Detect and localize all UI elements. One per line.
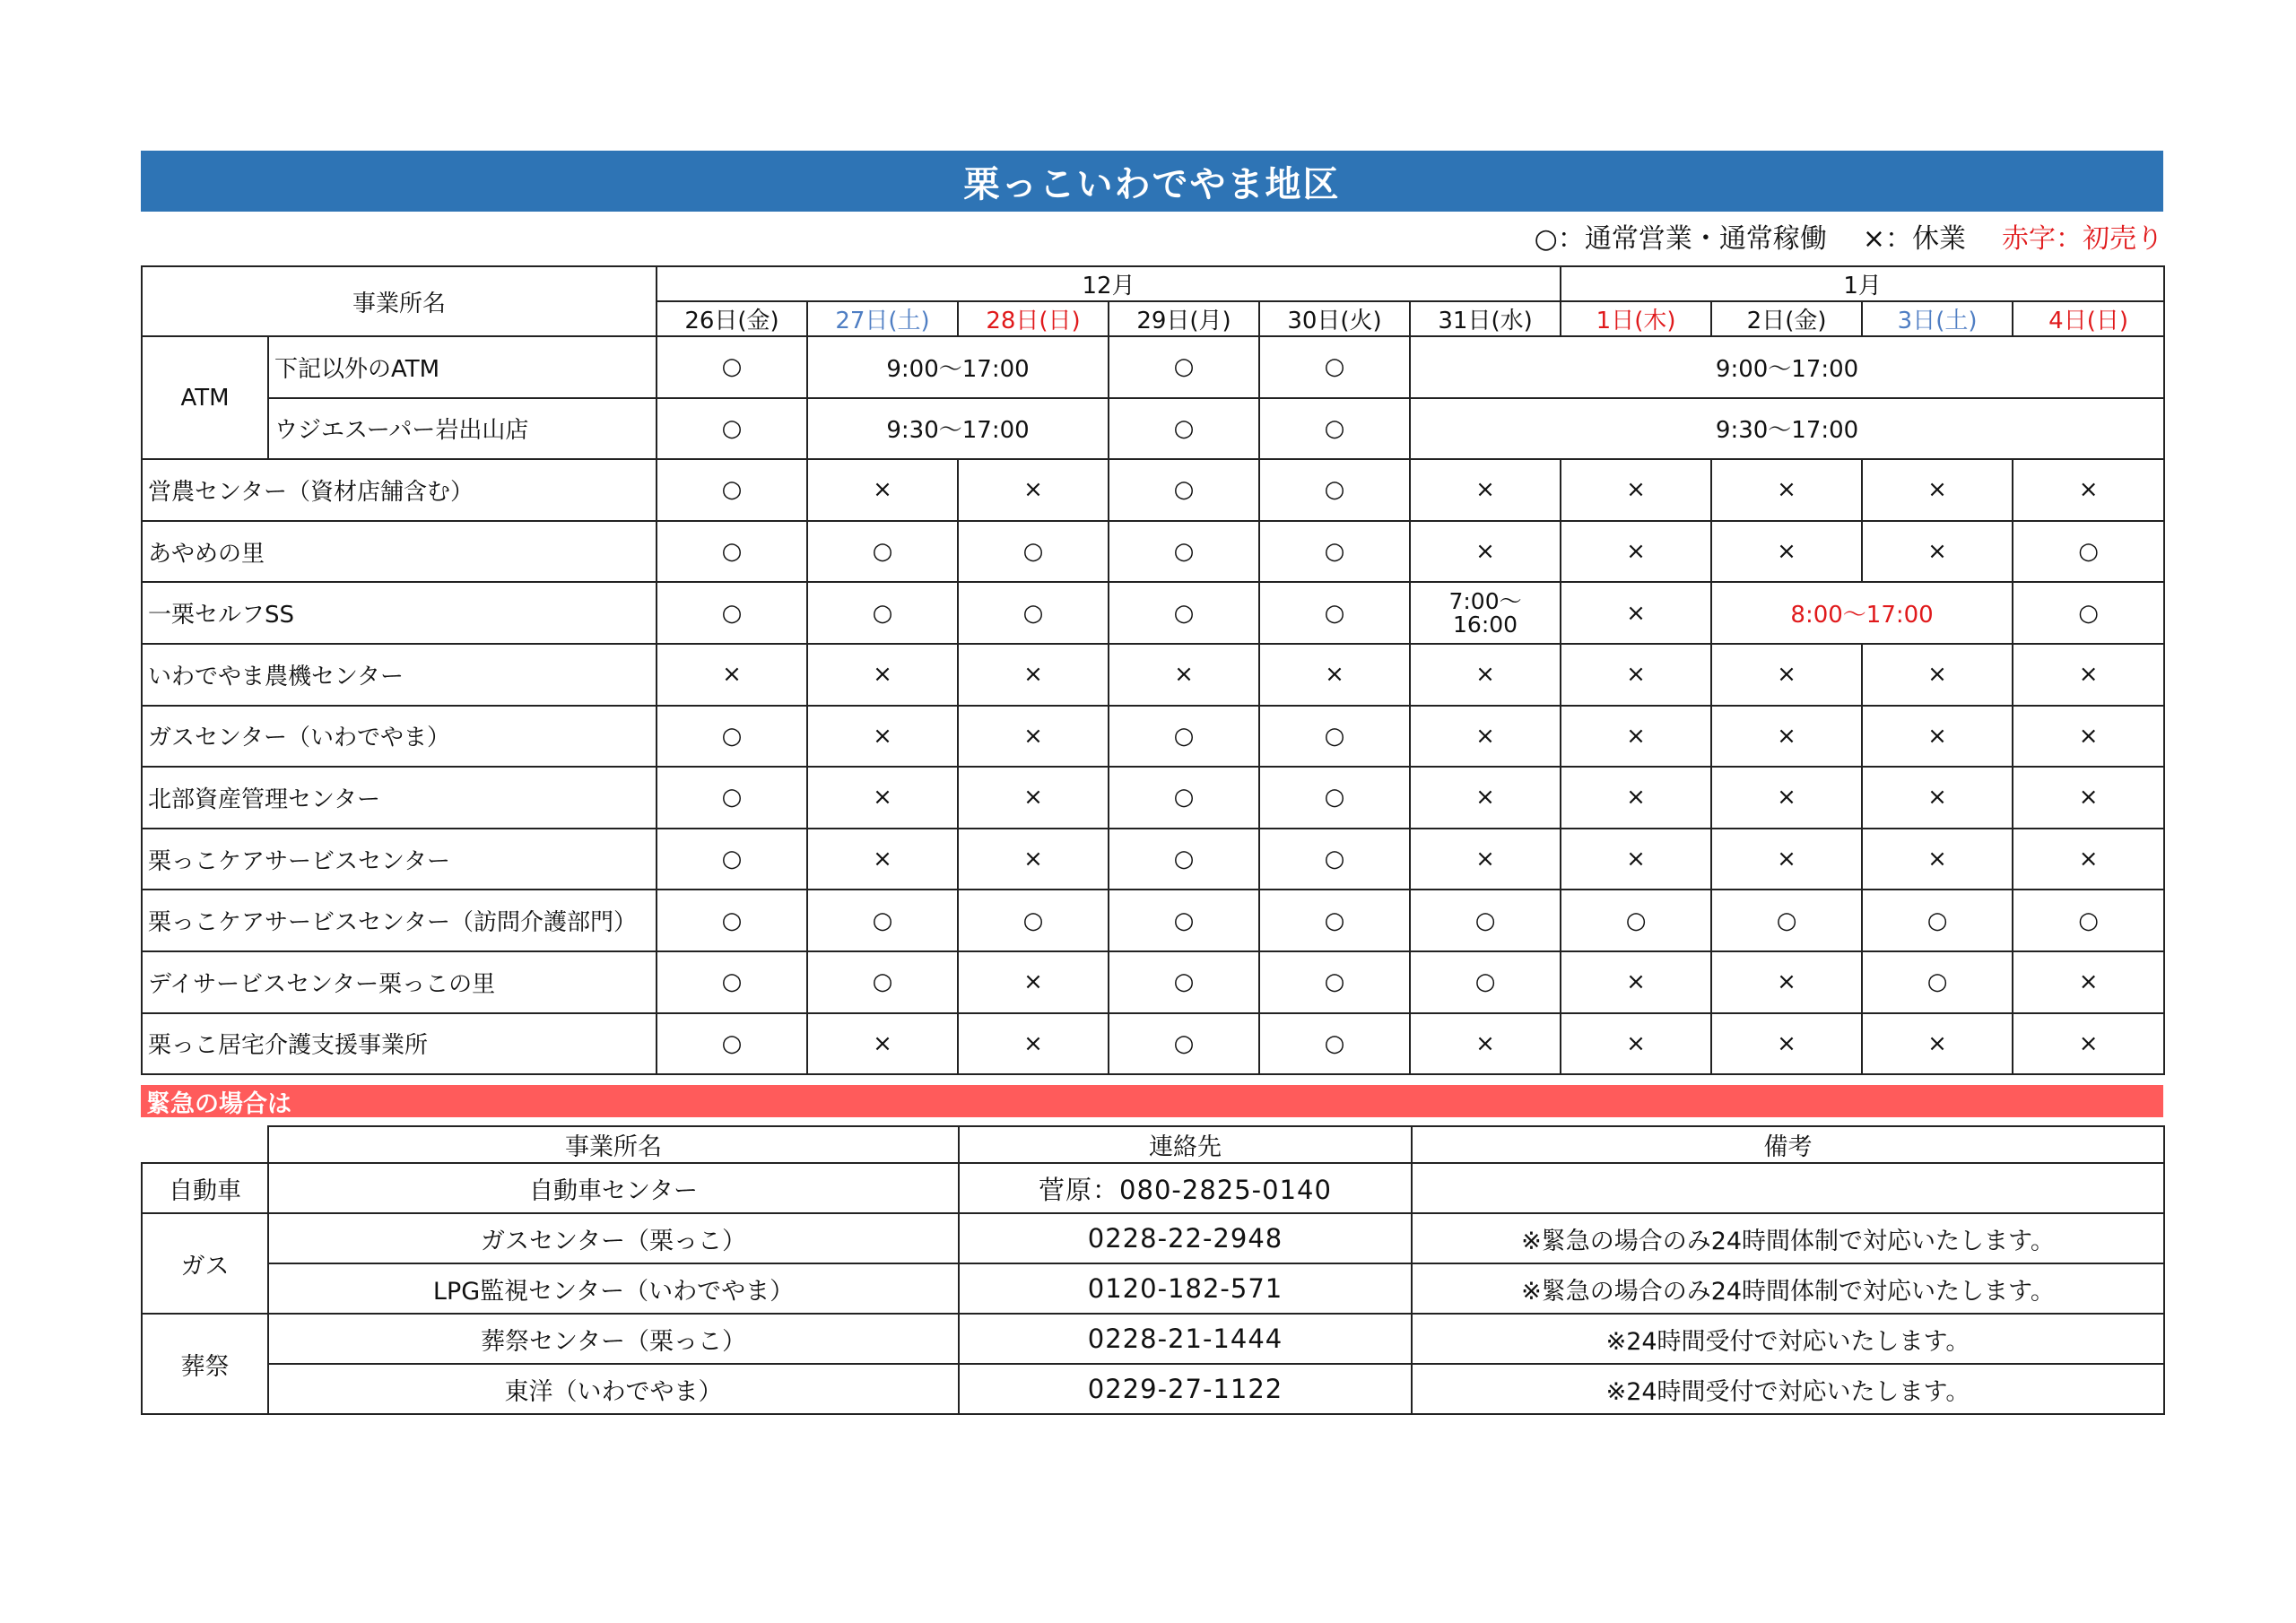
status-cell: × xyxy=(807,1013,958,1075)
status-cell: ○ xyxy=(1410,951,1561,1013)
status-cell: × xyxy=(1561,829,1711,890)
first-sale-hours-cell: 8:00～17:00 xyxy=(1711,582,2013,644)
table-row xyxy=(142,1314,2164,1364)
row-name: 下記以外のATM xyxy=(268,336,657,398)
table-row xyxy=(142,644,2164,706)
status-cell: ○ xyxy=(1109,521,1259,583)
status-cell: × xyxy=(1410,644,1561,706)
table-row xyxy=(142,767,2164,829)
row-name: 一栗セルフSS xyxy=(142,582,657,644)
header-note: 備考 xyxy=(1412,1126,2164,1163)
status-cell: × xyxy=(1711,767,1862,829)
status-cell: ○ xyxy=(1109,336,1259,398)
contact-cell: 0120-182-571 xyxy=(959,1263,1412,1314)
legend xyxy=(1381,215,2163,256)
status-cell: × xyxy=(958,1013,1109,1075)
row-name: 栗っこケアサービスセンター（訪問介護部門） xyxy=(142,890,657,951)
status-cell: ○ xyxy=(1862,951,2013,1013)
group-label: 自動車 xyxy=(142,1163,268,1213)
header-office-name: 事業所名 xyxy=(142,266,657,336)
office-cell: LPG監視センター（いわでやま） xyxy=(268,1263,959,1314)
status-cell: ○ xyxy=(1109,1013,1259,1075)
table-row xyxy=(142,706,2164,768)
status-cell: × xyxy=(1862,706,2013,768)
table-row xyxy=(142,1263,2164,1314)
hours-line: 7:00～ xyxy=(1448,587,1522,614)
table-row xyxy=(142,1364,2164,1414)
status-cell: × xyxy=(1711,951,1862,1013)
atm-group-label: ATM xyxy=(142,336,268,459)
hours-cell: 9:00～17:00 xyxy=(807,336,1109,398)
blank-cell xyxy=(142,1126,268,1163)
status-cell: ○ xyxy=(1259,890,1410,951)
status-cell: × xyxy=(1410,1013,1561,1075)
status-cell: ○ xyxy=(807,890,958,951)
status-cell: ○ xyxy=(1259,336,1410,398)
status-cell: ○ xyxy=(657,829,807,890)
status-cell: × xyxy=(1561,706,1711,768)
group-label: 葬祭 xyxy=(142,1314,268,1414)
status-cell: ○ xyxy=(1259,582,1410,644)
office-cell: ガスセンター（栗っこ） xyxy=(268,1213,959,1263)
status-cell: ○ xyxy=(657,890,807,951)
status-cell: × xyxy=(958,459,1109,521)
status-cell: ○ xyxy=(1109,706,1259,768)
status-cell: ○ xyxy=(1259,521,1410,583)
status-cell: × xyxy=(1711,706,1862,768)
row-name: ガスセンター（いわでやま） xyxy=(142,706,657,768)
status-cell: ○ xyxy=(1109,951,1259,1013)
day-header: 2日(金) xyxy=(1711,301,1862,336)
hours-line: 16:00 xyxy=(1453,611,1518,638)
status-cell: ○ xyxy=(1410,890,1561,951)
status-cell: ○ xyxy=(1259,951,1410,1013)
status-cell: ○ xyxy=(1259,767,1410,829)
table-row xyxy=(142,829,2164,890)
contact-cell: 菅原：080-2825-0140 xyxy=(959,1163,1412,1213)
table-row xyxy=(142,336,2164,398)
status-cell: × xyxy=(807,829,958,890)
status-cell: ○ xyxy=(2013,582,2164,644)
status-cell: × xyxy=(1410,767,1561,829)
status-cell: ○ xyxy=(657,1013,807,1075)
hours-cell xyxy=(1410,582,1561,644)
office-cell: 東洋（いわでやま） xyxy=(268,1364,959,1414)
status-cell: ○ xyxy=(1711,890,1862,951)
status-cell: × xyxy=(1862,521,2013,583)
header-contact: 連絡先 xyxy=(959,1126,1412,1163)
status-cell: × xyxy=(2013,459,2164,521)
status-cell: ○ xyxy=(1259,829,1410,890)
day-header: 3日(土) xyxy=(1862,301,2013,336)
table-row xyxy=(142,582,2164,644)
status-cell: × xyxy=(1862,459,2013,521)
day-header: 27日(土) xyxy=(807,301,958,336)
status-cell: ○ xyxy=(1109,829,1259,890)
group-label: ガス xyxy=(142,1213,268,1314)
row-name: あやめの里 xyxy=(142,521,657,583)
status-cell: × xyxy=(1862,829,2013,890)
status-cell: × xyxy=(807,706,958,768)
status-cell: × xyxy=(1410,829,1561,890)
day-header: 30日(火) xyxy=(1259,301,1410,336)
status-cell: × xyxy=(1410,706,1561,768)
status-cell: × xyxy=(958,951,1109,1013)
status-cell: ○ xyxy=(958,521,1109,583)
status-cell: ○ xyxy=(657,398,807,460)
status-cell: ○ xyxy=(657,706,807,768)
status-cell: × xyxy=(1561,767,1711,829)
page-title: 栗っこいわでやま地区 xyxy=(141,151,2163,212)
emergency-table xyxy=(141,1125,2165,1415)
status-cell: ○ xyxy=(1109,459,1259,521)
status-cell: ○ xyxy=(1259,459,1410,521)
status-cell: ○ xyxy=(1862,890,2013,951)
status-cell: ○ xyxy=(807,521,958,583)
status-cell: ○ xyxy=(657,951,807,1013)
status-cell: × xyxy=(1862,1013,2013,1075)
table-row xyxy=(142,1013,2164,1075)
note-cell: ※緊急の場合のみ24時間体制で対応いたします。 xyxy=(1412,1213,2164,1263)
status-cell: × xyxy=(1711,521,1862,583)
status-cell: ○ xyxy=(657,582,807,644)
row-name: デイサービスセンター栗っこの里 xyxy=(142,951,657,1013)
status-cell: × xyxy=(958,829,1109,890)
status-cell: × xyxy=(1561,521,1711,583)
hours-cell: 9:00～17:00 xyxy=(1410,336,2164,398)
table-row xyxy=(142,951,2164,1013)
status-cell: × xyxy=(1711,459,1862,521)
status-cell: × xyxy=(1561,951,1711,1013)
status-cell: × xyxy=(1410,521,1561,583)
table-row xyxy=(142,459,2164,521)
status-cell: × xyxy=(958,767,1109,829)
table-row xyxy=(142,521,2164,583)
status-cell: ○ xyxy=(1259,398,1410,460)
status-cell: ○ xyxy=(1109,890,1259,951)
status-cell: × xyxy=(1561,1013,1711,1075)
status-cell: ○ xyxy=(958,890,1109,951)
contact-cell: 0229-27-1122 xyxy=(959,1364,1412,1414)
status-cell: × xyxy=(807,644,958,706)
status-cell: ○ xyxy=(1109,398,1259,460)
status-cell: × xyxy=(807,767,958,829)
contact-cell: 0228-21-1444 xyxy=(959,1314,1412,1364)
status-cell: × xyxy=(1862,644,2013,706)
status-cell: ○ xyxy=(2013,521,2164,583)
table-row xyxy=(142,398,2164,460)
status-cell: ○ xyxy=(807,951,958,1013)
note-cell xyxy=(1412,1163,2164,1213)
status-cell: × xyxy=(807,459,958,521)
status-cell: × xyxy=(2013,951,2164,1013)
legend-closed: ×：休業 xyxy=(1862,223,1966,255)
status-cell: ○ xyxy=(657,521,807,583)
table-row xyxy=(142,1163,2164,1213)
status-cell: ○ xyxy=(958,582,1109,644)
status-cell: ○ xyxy=(657,336,807,398)
status-cell: ○ xyxy=(1561,890,1711,951)
status-cell: × xyxy=(1711,644,1862,706)
status-cell: × xyxy=(1410,459,1561,521)
header-month-dec: 12月 xyxy=(657,266,1561,301)
day-header: 29日(月) xyxy=(1109,301,1259,336)
hours-cell: 9:30～17:00 xyxy=(1410,398,2164,460)
day-header: 26日(金) xyxy=(657,301,807,336)
status-cell: × xyxy=(657,644,807,706)
schedule-table xyxy=(141,265,2165,1075)
row-name: いわでやま農機センター xyxy=(142,644,657,706)
row-name: 栗っこ居宅介護支援事業所 xyxy=(142,1013,657,1075)
status-cell: × xyxy=(2013,1013,2164,1075)
day-header: 1日(木) xyxy=(1561,301,1711,336)
status-cell: × xyxy=(1259,644,1410,706)
office-cell: 葬祭センター（栗っこ） xyxy=(268,1314,959,1364)
office-cell: 自動車センター xyxy=(268,1163,959,1213)
row-name: 北部資産管理センター xyxy=(142,767,657,829)
row-name: ウジエスーパー岩出山店 xyxy=(268,398,657,460)
contact-cell: 0228-22-2948 xyxy=(959,1213,1412,1263)
note-cell: ※緊急の場合のみ24時間体制で対応いたします。 xyxy=(1412,1263,2164,1314)
status-cell: × xyxy=(2013,644,2164,706)
status-cell: × xyxy=(1561,644,1711,706)
status-cell: × xyxy=(958,706,1109,768)
note-cell: ※24時間受付で対応いたします。 xyxy=(1412,1314,2164,1364)
status-cell: ○ xyxy=(657,767,807,829)
status-cell: ○ xyxy=(1259,1013,1410,1075)
status-cell: ○ xyxy=(1109,767,1259,829)
table-row xyxy=(142,1213,2164,1263)
status-cell: × xyxy=(1561,459,1711,521)
status-cell: × xyxy=(2013,706,2164,768)
header-office: 事業所名 xyxy=(268,1126,959,1163)
status-cell: × xyxy=(1862,767,2013,829)
legend-red-note: 赤字：初売り xyxy=(2002,223,2163,255)
day-header: 31日(水) xyxy=(1410,301,1561,336)
status-cell: × xyxy=(1109,644,1259,706)
status-cell: × xyxy=(2013,767,2164,829)
status-cell: ○ xyxy=(807,582,958,644)
row-name: 営農センター（資材店舗含む） xyxy=(142,459,657,521)
table-row xyxy=(142,890,2164,951)
day-header: 28日(日) xyxy=(958,301,1109,336)
note-cell: ※24時間受付で対応いたします。 xyxy=(1412,1364,2164,1414)
row-name: 栗っこケアサービスセンター xyxy=(142,829,657,890)
legend-open: ○：通常営業・通常稼働 xyxy=(1534,223,1827,255)
hours-cell: 9:30～17:00 xyxy=(807,398,1109,460)
status-cell: ○ xyxy=(1259,706,1410,768)
status-cell: ○ xyxy=(657,459,807,521)
status-cell: × xyxy=(2013,829,2164,890)
status-cell: ○ xyxy=(2013,890,2164,951)
status-cell: × xyxy=(1711,829,1862,890)
status-cell: × xyxy=(958,644,1109,706)
status-cell: × xyxy=(1711,1013,1862,1075)
status-cell: ○ xyxy=(1109,582,1259,644)
emergency-heading: 緊急の場合は xyxy=(141,1085,2163,1117)
header-month-jan: 1月 xyxy=(1561,266,2164,301)
day-header: 4日(日) xyxy=(2013,301,2164,336)
status-cell: × xyxy=(1561,582,1711,644)
